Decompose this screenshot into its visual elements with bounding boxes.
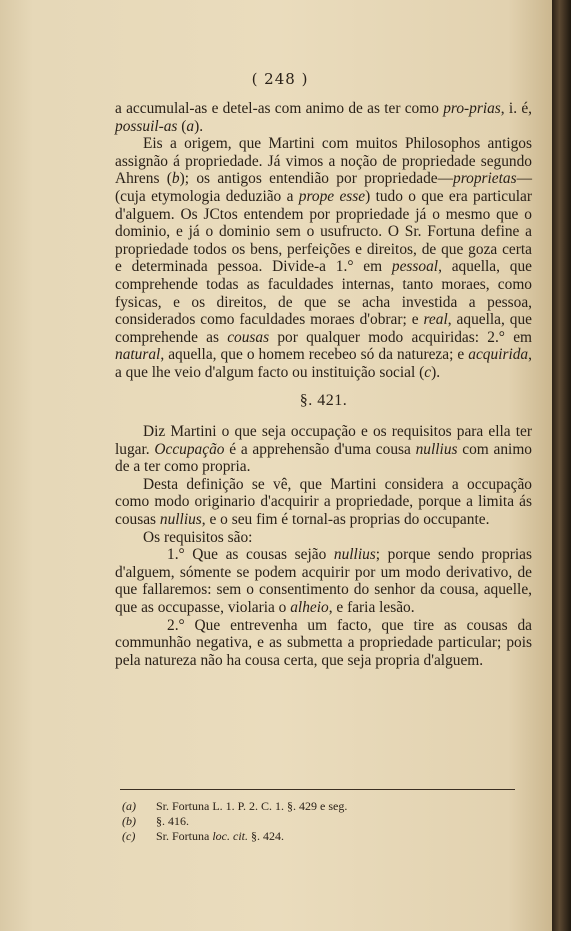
footnote-rule: [120, 789, 515, 790]
paragraph: Eis a origem, que Martini com muitos Philosophos antigos assignão á propriedade. Já vimos a noção de propriedade segundo Ahrens (b); os antigos entendião por propriedade—proprietas—(cuja etymologia deduzião a prope esse) tudo o que era particular d'alguem. Os JCtos entendem por propriedade já o mesmo que o dominio, e já o dominio sem o usufructo. O Sr. Fortuna define a propriedade todos os bens, perfeições e direitos, de que goza certa e determinada pessoa. Divide-a 1.° em pessoal, aquella, que comprehende todas as faculdades internas, tanto moraes, como fysicas, e os direitos, de que se acha investida a pessoa, considerados como faculdades moraes d'obrar; e real, aquella, que comprehende as cousas por qualquer modo acquiridas: 2.° em natural, aquella, que o homem recebeo só da natureza; e acquirida, a que lhe veio d'algum facto ou instituição social (c).: [115, 135, 532, 381]
section-heading: §. 421.: [299, 391, 348, 409]
paragraph: Desta definição se vê, que Martini considera a occupação como modo originario d'acquirir a propriedade, porque a limita ás cousas nullius, e o seu fim é tornal-as proprias do occupante.: [115, 475, 532, 529]
footnote-mark: (a): [122, 799, 136, 813]
footnotes: [122, 799, 522, 844]
paragraph: 1.° Que as cousas sejão nullius; porque sendo proprias d'alguem, sómente se podem acquirir por um modo derivativo, de que fallaremos: sem o consentimento do senhor da cousa, aquelle, que as occupasse, violaria o alheio, e faria lesão.: [115, 546, 532, 617]
footnote-mark: (c): [122, 829, 136, 843]
book-edge: [552, 0, 571, 931]
footnote: [122, 814, 522, 829]
paragraph: Os requisitos são:: [143, 528, 253, 546]
footnote: [122, 829, 522, 844]
footnote: [122, 799, 522, 814]
page-number: ( 248 ): [251, 70, 309, 88]
footnote-text: Sr. Fortuna loc. cit. §. 424.: [156, 829, 284, 843]
footnote-text: Sr. Fortuna L. 1. P. 2. C. 1. §. 429 e seg.: [156, 799, 348, 813]
paragraph: Diz Martini o que seja occupação e os requisitos para ella ter lugar. Occupação é a apprehensão d'uma cousa nullius com animo de a ter como propria.: [115, 423, 532, 476]
footnote-mark: (b): [122, 814, 136, 828]
paragraph: 2.° Que entrevenha um facto, que tire as cousas da communhão negativa, e as submetta a propriedade particular; pois pela natureza não ha cousa certa, que seja propria d'alguem.: [115, 616, 532, 669]
body-text: [115, 100, 532, 669]
paragraph: a accumulal-as e detel-as com animo de as ter como pro-prias, i. é, possuil-as (a).: [115, 100, 532, 135]
footnote-text: §. 416.: [156, 814, 189, 828]
